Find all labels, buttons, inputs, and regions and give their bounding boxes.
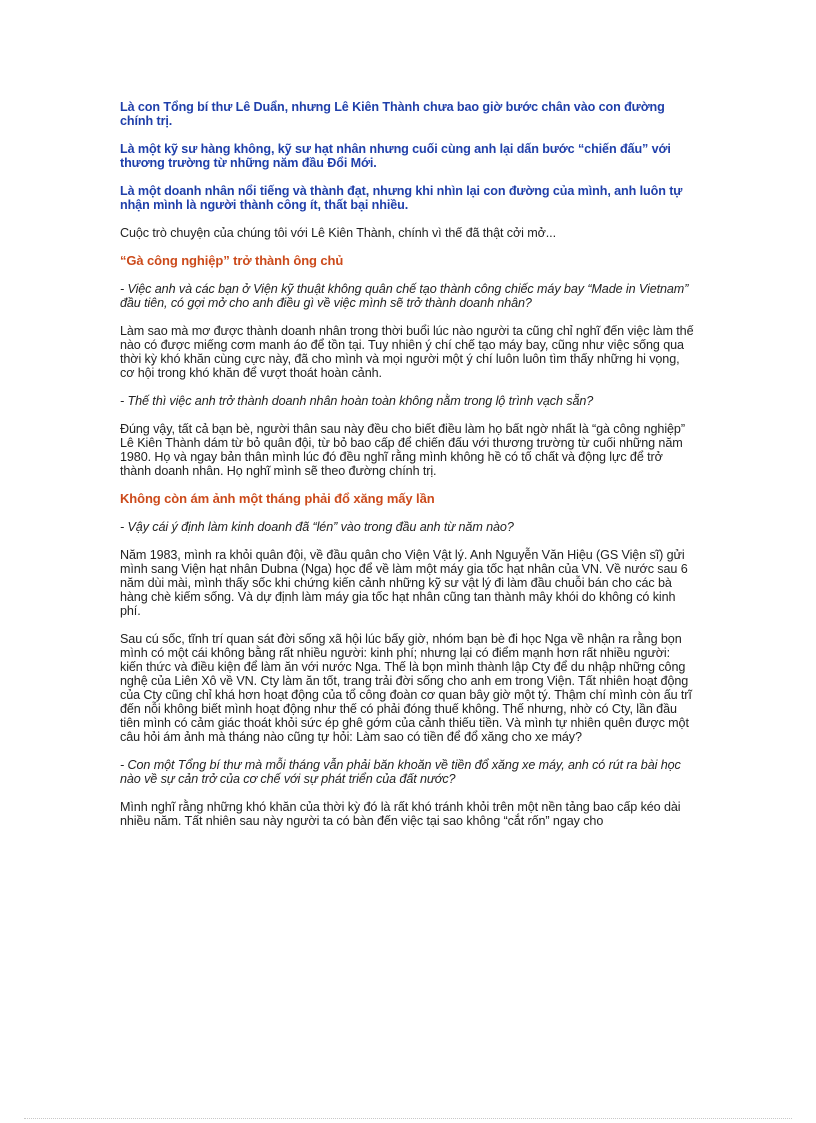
answer-1: Làm sao mà mơ được thành doanh nhân trong thời buổi lúc nào người ta cũng chỉ nghĩ đến việc làm thế nào có được miếng cơm manh áo để tồn tại. Tuy nhiên ý chí chế tạo máy bay, cũng như việc sống qua thời kỳ khó khăn cùng cực này, đã cho mình và mọi người một ý chí luôn luôn tìm thấy những hi vọng, cơ hội trong khó khăn để vượt thoát hoàn cảnh. xyxy=(120,324,694,380)
lead-paragraph-1: Là con Tổng bí thư Lê Duẩn, nhưng Lê Kiên Thành chưa bao giờ bước chân vào con đường chính trị. xyxy=(120,100,665,128)
page-bottom-rule xyxy=(24,1118,792,1119)
section-heading-1: “Gà công nghiệp” trở thành ông chủ xyxy=(120,253,344,268)
question-3: - Vậy cái ý định làm kinh doanh đã “lén” vào trong đầu anh từ năm nào? xyxy=(120,520,514,534)
question-1: - Việc anh và các bạn ở Viện kỹ thuật không quân chế tạo thành công chiếc máy bay “Made in Vietnam” đầu tiên, có gợi mở cho anh điều gì về việc mình sẽ trở thành doanh nhân? xyxy=(120,282,689,310)
answer-3: Năm 1983, mình ra khỏi quân đội, về đầu quân cho Viện Vật lý. Anh Nguyễn Văn Hiệu (GS Viện sĩ) gửi mình sang Viện hạt nhân Dubna (Nga) học để về làm một máy gia tốc hạt nhân của VN. Về nước sau 6 năm dùi mài, mình thấy sốc khi chứng kiến cảnh những kỹ sư vật lý đi làm đầu chuỗi bán cho các bà hàng chè kiếm sống. Và dự định làm máy gia tốc hạt nhân cũng tan thành mây khói do không có kinh phí. xyxy=(120,548,688,618)
answer-5: Mình nghĩ rằng những khó khăn của thời kỳ đó là rất khó tránh khỏi trên một nền tảng bao cấp kéo dài nhiều năm. Tất nhiên sau này người ta có bàn đến việc tại sao không “cắt rốn” ngay cho xyxy=(120,800,681,828)
answer-2: Đúng vậy, tất cả bạn bè, người thân sau này đều cho biết điều làm họ bất ngờ nhất là “gà công nghiệp” Lê Kiên Thành dám từ bỏ quân đội, từ bỏ bao cấp để chiến đấu với thương trường từ cuối những năm 1980. Họ và ngay bản thân mình lúc đó đều nghĩ rằng mình không hề có tố chất và động lực để trở thành doanh nhân. Họ nghĩ mình sẽ theo đường chính trị. xyxy=(120,422,685,478)
answer-4: Sau cú sốc, tĩnh trí quan sát đời sống xã hội lúc bấy giờ, nhóm bạn bè đi học Nga về nhận ra rằng bọn mình có một cái không bằng rất nhiều người: kinh phí; nhưng lại có điểm mạnh hơn rất nhiều người: kiến thức và điều kiện để làm ăn với nước Nga. Thế là bọn mình thành lập Cty để du nhập những công nghệ của Liên Xô về VN. Cty làm ăn tốt, trang trải đời sống cho anh em trong Viện. Tất nhiên hoạt động của Cty cũng chỉ khá hơn hoạt động của tổ công đoàn cơ quan bây giờ một tý. Thậm chí mình còn ấu trĩ đến nỗi không biết mình hoạt động như thế có phải đóng thuế không. Thế nhưng, nhờ có Cty, lần đầu tiên mình có cảm giác thoát khỏi sức ép ghê gớm của cảnh thiếu tiền. Và mình tự nhiên quên được một câu hỏi ám ảnh mà tháng nào cũng tự hỏi: Làm sao có tiền để đổ xăng cho xe máy? xyxy=(120,632,692,744)
question-4: - Con một Tổng bí thư mà mỗi tháng vẫn phải băn khoăn về tiền đổ xăng xe máy, anh có rút ra bài học nào về sự cản trở của cơ chế với sự phát triển của đất nước? xyxy=(120,758,681,786)
intro-paragraph: Cuộc trò chuyện của chúng tôi với Lê Kiên Thành, chính vì thế đã thật cởi mở... xyxy=(120,226,556,240)
section-heading-2: Không còn ám ảnh một tháng phải đổ xăng mấy lần xyxy=(120,491,435,506)
lead-paragraph-3: Là một doanh nhân nổi tiếng và thành đạt, nhưng khi nhìn lại con đường của mình, anh luôn tự nhận mình là người thành công ít, thất bại nhiều. xyxy=(120,184,683,212)
question-2: - Thế thì việc anh trở thành doanh nhân hoàn toàn không nằm trong lộ trình vạch sẵn? xyxy=(120,394,594,408)
document-page xyxy=(120,100,695,828)
lead-paragraph-2: Là một kỹ sư hàng không, kỹ sư hạt nhân nhưng cuối cùng anh lại dấn bước “chiến đấu” với thương trường từ những năm đầu Đổi Mới. xyxy=(120,142,671,170)
